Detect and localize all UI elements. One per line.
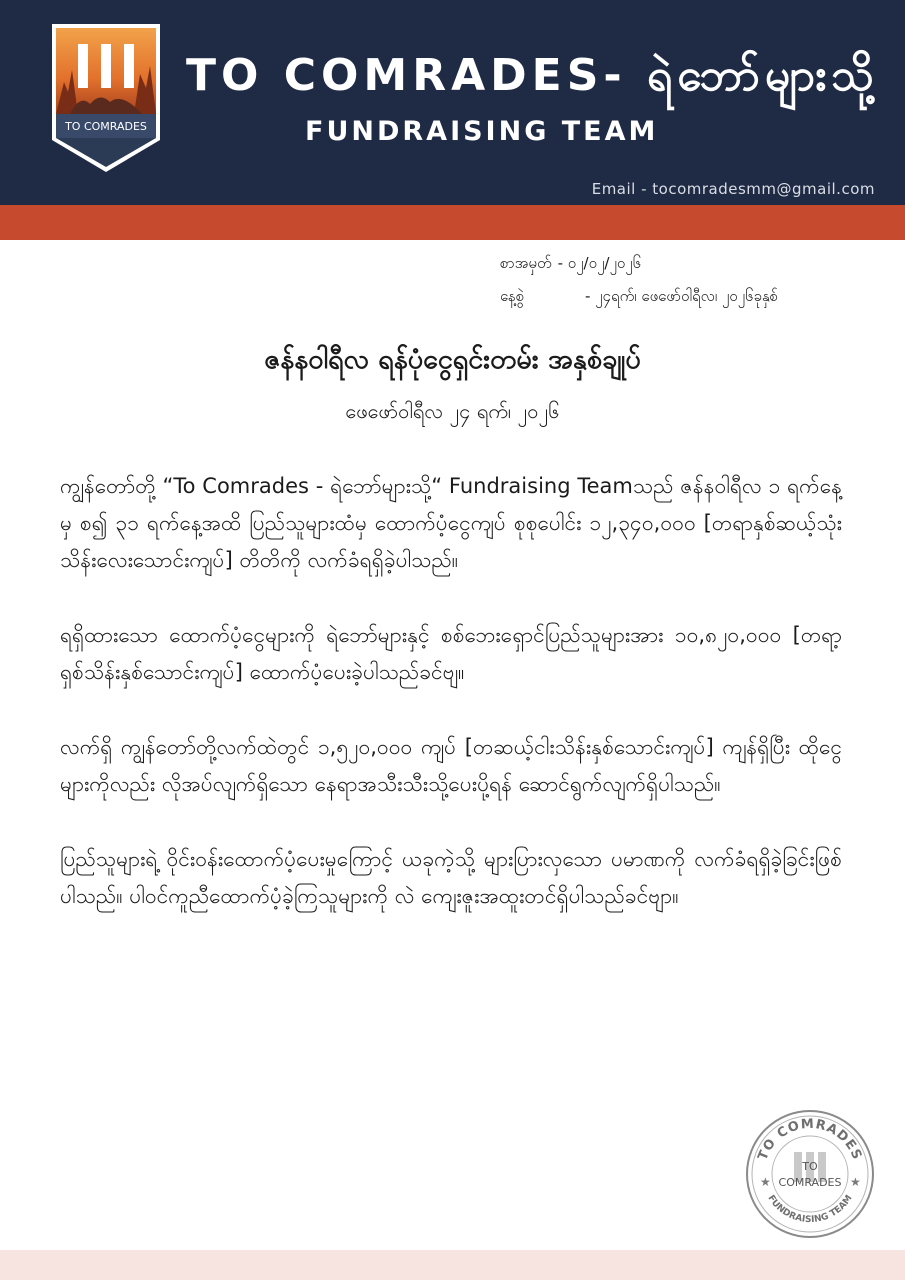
document-date: ဖေဖော်ဝါရီလ ၂၄ ရက်၊ ၂၀၂၆: [345, 399, 560, 423]
seal-center-line2: COMRADES: [778, 1176, 842, 1189]
document-body: [60, 468, 842, 953]
seal-star-right-icon: ★: [850, 1175, 861, 1189]
organization-subtitle: FUNDRAISING TEAM: [305, 116, 659, 147]
organization-title: TO COMRADES- ရဲဘော်များသို့: [186, 50, 879, 101]
team-logo: [50, 22, 162, 174]
paragraph-remaining-balance: လက်ရှိ ကျွန်တော်တို့လက်ထဲတွင် ၁,၅၂၀,၀၀၀ ကျပ် [တဆယ့်ငါးသိန်းနှစ်သောင်းကျပ်] ကျန်ရှိပြီး ထိုငွေများကိုလည်း လိုအပ်လျက်ရှိသော နေရာအသီးသီးသို့ပေးပို့ရန် ဆောင်ရွက်လျက်ရှိပါသည်။: [60, 735, 842, 796]
seal-star-left-icon: ★: [760, 1175, 771, 1189]
paragraph-donations-distributed: ရရှိထားသော ထောက်ပံ့ငွေများကို ရဲဘော်များနှင့် စစ်ဘေးရှောင်ပြည်သူများအား ၁၀,၈၂၀,၀၀၀ [တရာ့ရှစ်သိန်းနှစ်သောင်းကျပ်] ထောက်ပံ့ပေးခဲ့ပါသည်ခင်ဗျ။: [60, 623, 842, 684]
seal-bottom-text: FUNDRAISING TEAM: [765, 1193, 855, 1226]
paragraph-donations-received: ကျွန်တော်တို့ “To Comrades - ရဲဘော်များသို့“ Fundraising Teamသည် ဇန်နဝါရီလ ၁ ရက်နေ့မှ စ၍ ၃၁ ရက်နေ့အထိ ပြည်သူများထံမှ ထောက်ပံ့ငွေကျပ် စုစုပေါင်း ၁၂,၃၄၀,၀၀၀ [တရာနှစ်ဆယ့်သုံးသိန်းလေးသောင်းကျပ်] တိတိကို လက်ခံရရှိခဲ့ပါသည်။: [60, 474, 842, 572]
footer-band: [0, 1250, 905, 1280]
date-label: နေ့စွဲ: [500, 287, 525, 305]
logo-text: TO COMRADES: [65, 120, 147, 133]
document-title: ဇန်နဝါရီလ ရန်ပုံငွေရှင်းတမ်း အနှစ်ချုပ်: [264, 344, 641, 375]
reference-row: [500, 247, 778, 280]
seal-center-line1: TO: [802, 1160, 818, 1173]
accent-stripe: [0, 205, 905, 240]
team-seal: [744, 1108, 876, 1240]
paragraph-thanks: ပြည်သူများရဲ့ ဝိုင်းဝန်းထောက်ပံ့ပေးမှုကြောင့် ယခုကဲ့သို့ များပြားလှသော ပမာဏကို လက်ခံရရှိခဲ့ခြင်းဖြစ်ပါသည်။ ပါဝင်ကူညီထောက်ပံ့ခဲ့ကြသူများကို လဲ ကျေးဇူးအထူးတင်ရှိပါသည်ခင်ဗျာ။: [60, 847, 842, 908]
document-meta: [500, 247, 778, 313]
contact-email[interactable]: Email - tocomradesmm@gmail.com: [591, 180, 875, 198]
date-value: - ၂၄ရက်၊ ဖေဖော်ဝါရီလ၊ ၂၀၂၆ခုနှစ်: [585, 287, 779, 305]
date-row: [500, 280, 778, 313]
reference-value: - ၀၂/၀၂/၂၀၂၆: [557, 254, 642, 272]
seal-top-text: TO COMRADES: [755, 1116, 865, 1163]
reference-label: စာအမှတ်: [500, 254, 552, 272]
